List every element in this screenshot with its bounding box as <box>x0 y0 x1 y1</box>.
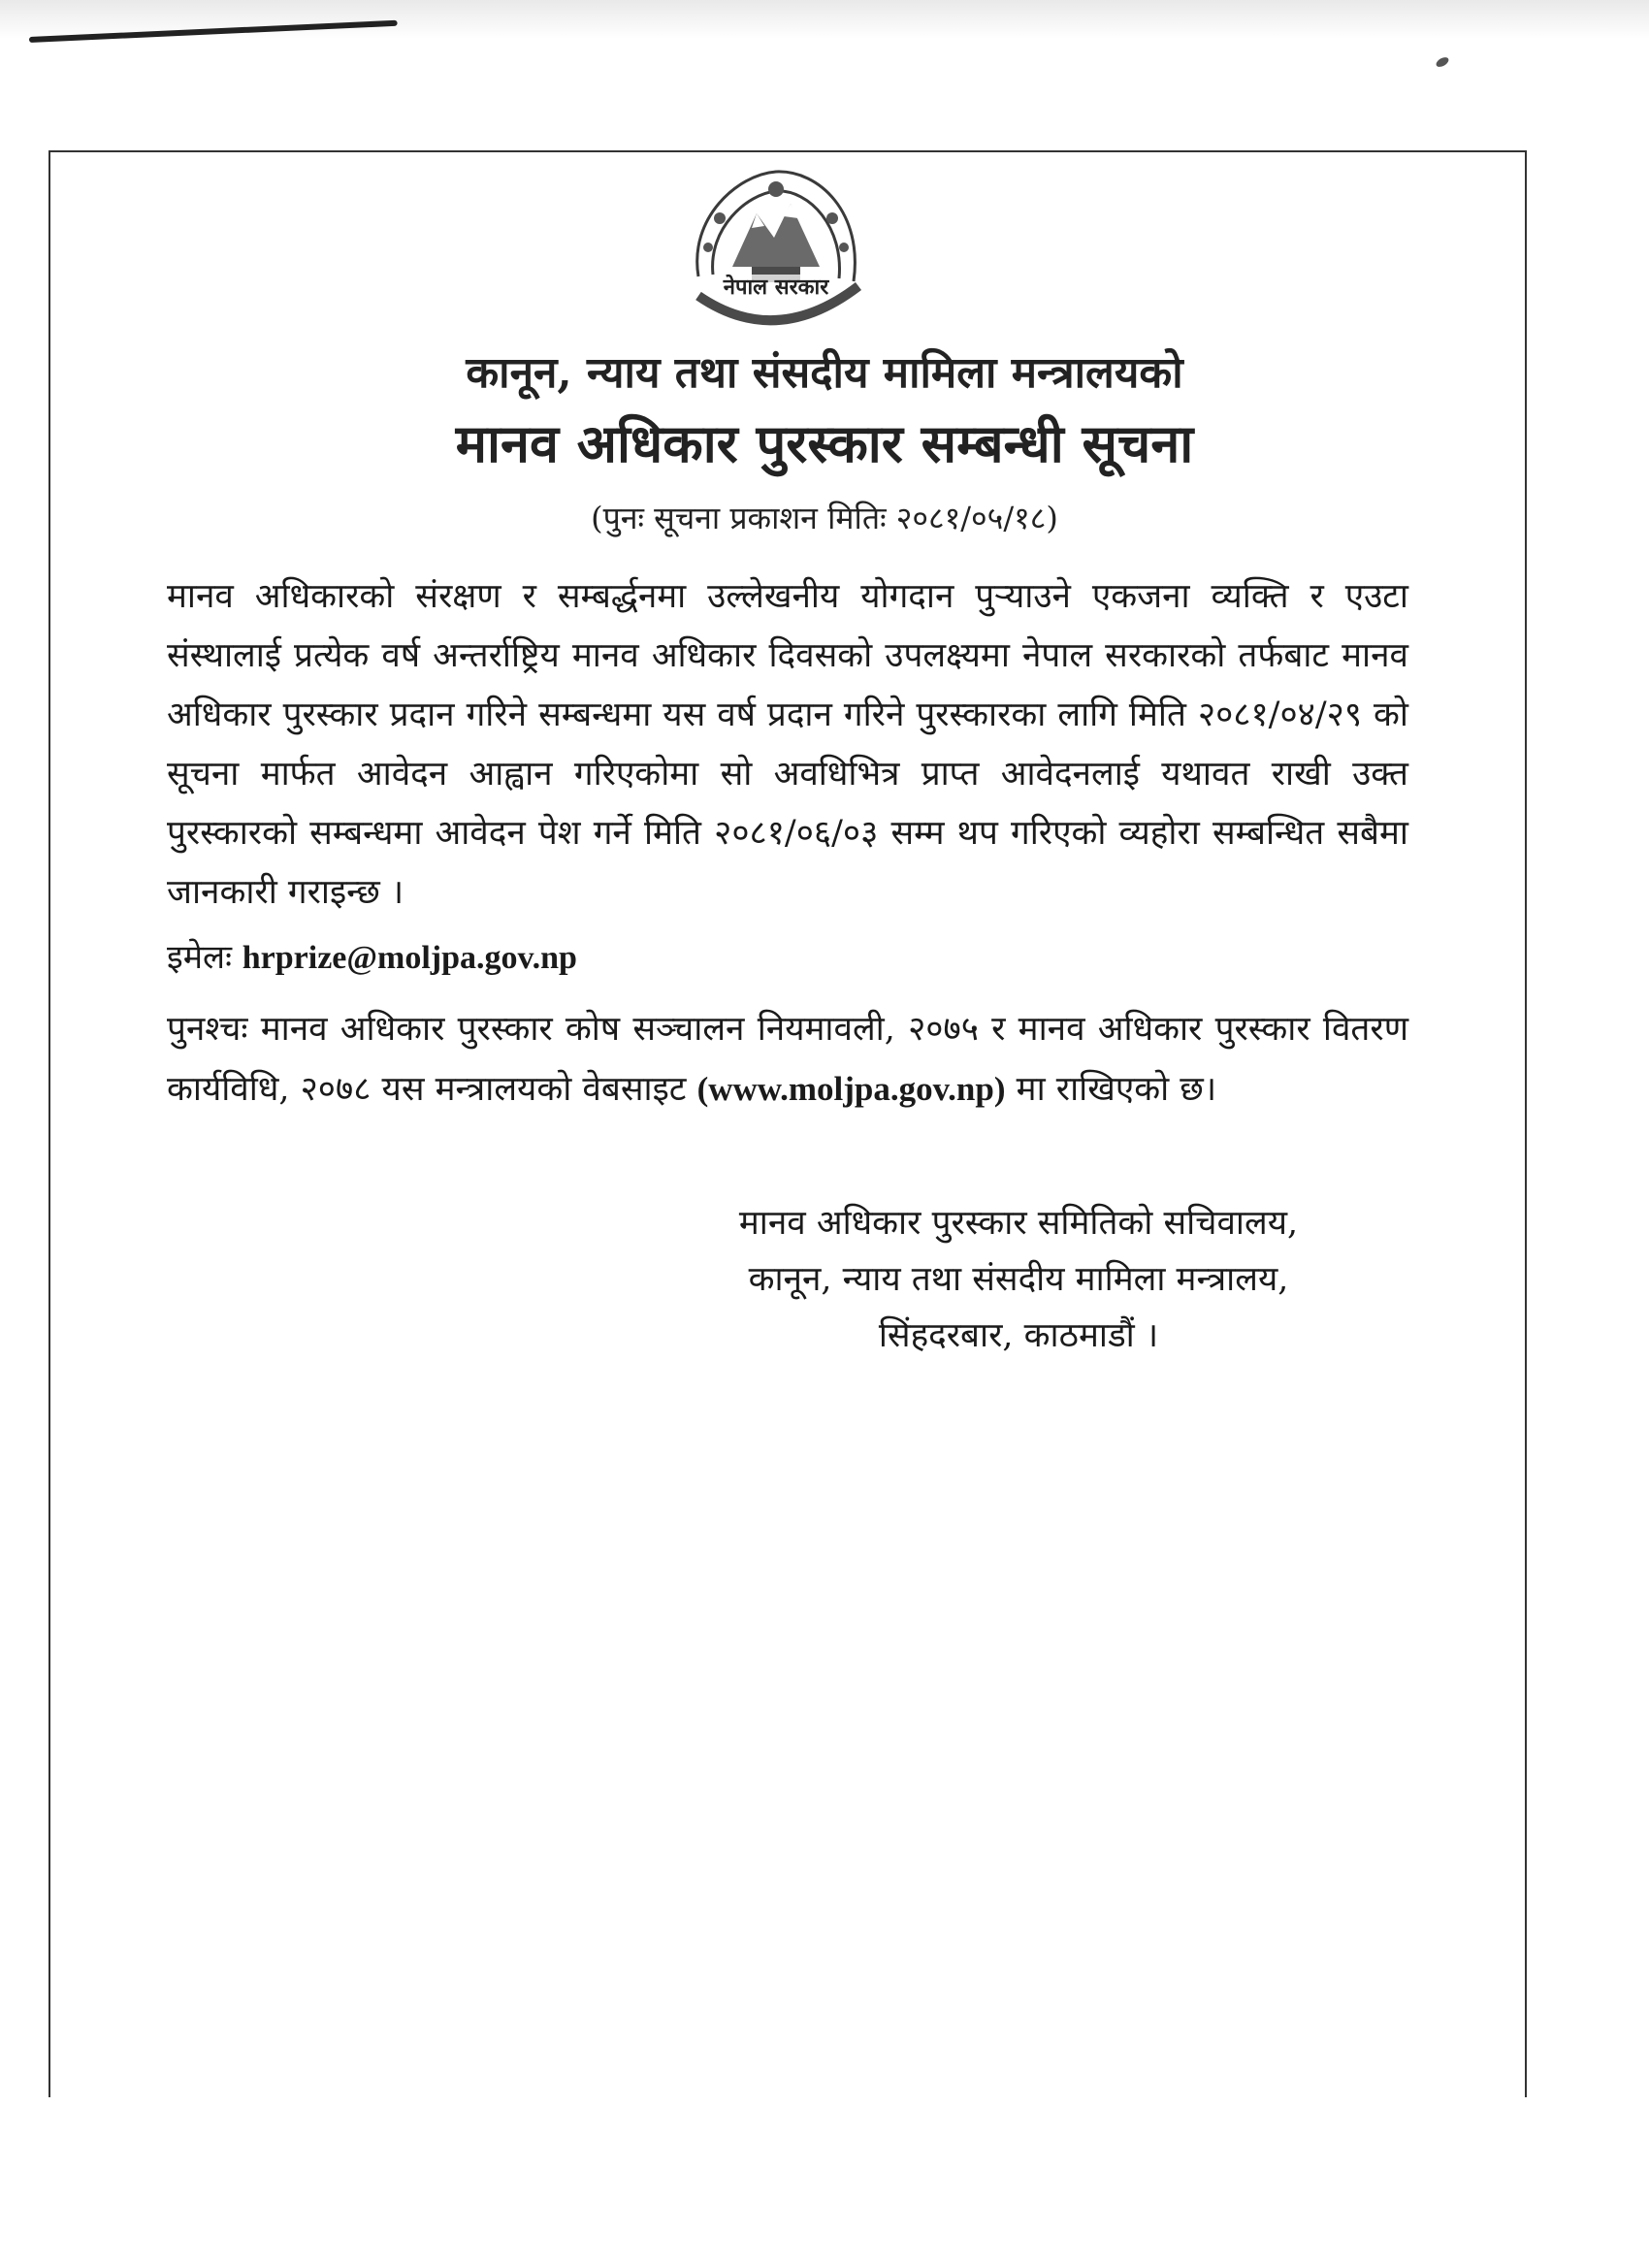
scan-shadow <box>0 0 1649 39</box>
signature-block <box>679 1195 1358 1364</box>
ministry-website: (www.moljpa.gov.np) <box>696 1070 1006 1108</box>
signature-line-2: कानून, न्याय तथा संसदीय मामिला मन्त्रालय, <box>748 1260 1289 1299</box>
publish-date: (पुनः सूचना प्रकाशन मितिः २०८१/०५/१८) <box>591 500 1058 536</box>
nepal-government-emblem-icon <box>660 160 892 354</box>
email-address: hrprize@moljpa.gov.np <box>242 940 577 976</box>
postscript-text-after: मा राखिएको छ। <box>1016 1070 1217 1109</box>
emblem-text: नेपाल सरकार <box>723 275 829 300</box>
signature-line-1: मानव अधिकार पुरस्कार समितिको सचिवालय, <box>738 1204 1299 1243</box>
notice-body-paragraph: मानव अधिकारको संरक्षण र सम्बर्द्धनमा उल्लेखनीय योगदान पुऱ्याउने एकजना व्यक्ति र एउटा संस्थालाई प्रत्येक वर्ष अन्तर्राष्ट्रिय मानव अधिकार दिवसको उपलक्ष्यमा नेपाल सरकारको तर्फबाट मानव अधिकार पुरस्कार प्रदान गरिने सम्बन्धमा यस वर्ष प्रदान गरिने पुरस्कारका लागि मिति २०८१/०४/२९ को सूचना मार्फत आवेदन आह्वान गरिएकोमा सो अवधिभित्र प्राप्त आवेदनलाई यथावत राखी उक्त पुरस्कारको सम्बन्धमा आवेदन पेश गर्ने मिति २०८१/०६/०३ सम्म थप गरिएको व्यहोरा सम्बन्धित सबैमा जानकारी गराइन्छ । <box>167 577 1408 912</box>
postscript-paragraph <box>167 999 1408 1119</box>
scan-speck <box>1435 55 1450 69</box>
signature-line-3: सिंहदरबार, काठमाडौं । <box>878 1316 1159 1355</box>
notice-title: मानव अधिकार पुरस्कार सम्बन्धी सूचना <box>455 412 1194 474</box>
ministry-heading: कानून, न्याय तथा संसदीय मामिला मन्त्रालयको <box>466 348 1183 398</box>
email-line <box>167 933 577 978</box>
postscript-text-before: पुनश्चः मानव अधिकार पुरस्कार कोष सञ्चालन नियमावली, २०७५ र मानव अधिकार पुरस्कार वितरण कार्यविधि, २०७८ यस मन्त्रालयको वेबसाइट <box>167 1010 1408 1109</box>
email-label: इमेलः <box>167 938 232 977</box>
